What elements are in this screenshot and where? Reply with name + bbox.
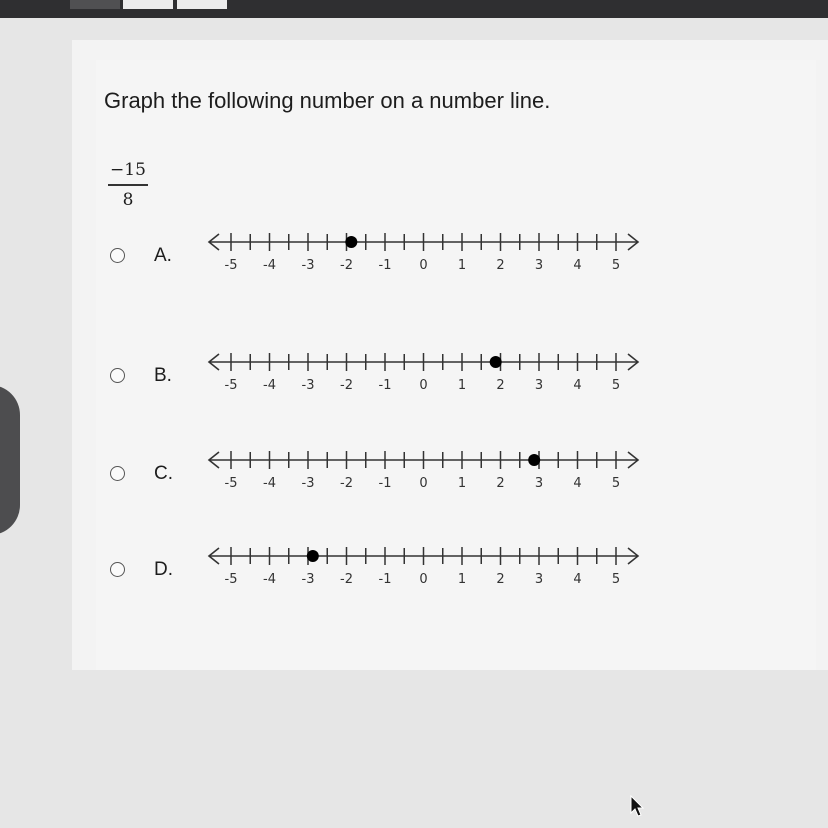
tick-label: -1 — [378, 378, 392, 393]
tick-label: 2 — [496, 378, 505, 393]
tick-label: 1 — [457, 378, 467, 393]
tick-label: -2 — [340, 572, 353, 587]
tick-label: 3 — [534, 258, 544, 273]
radio-button-a[interactable] — [110, 248, 125, 263]
plotted-point — [490, 356, 502, 368]
mouse-pointer-icon — [630, 795, 646, 819]
radio-button-d[interactable] — [110, 562, 125, 577]
tick-label: -5 — [224, 476, 238, 491]
tick-label: -3 — [301, 572, 315, 587]
tick-label: -3 — [301, 476, 315, 491]
number-line-a — [204, 228, 654, 298]
tick-label: 4 — [573, 476, 582, 491]
tick-label: 0 — [419, 572, 428, 587]
radio-button-b[interactable] — [110, 368, 125, 383]
tick-label: 2 — [496, 572, 505, 587]
choice-label-d: D. — [154, 559, 173, 580]
browser-tab[interactable] — [177, 0, 227, 9]
tick-label: -1 — [378, 476, 392, 491]
tick-label: 0 — [419, 476, 428, 491]
choice-b[interactable] — [104, 365, 664, 428]
tick-label: 4 — [573, 572, 582, 587]
tick-label: -2 — [340, 476, 353, 491]
browser-top-bar — [0, 0, 828, 18]
browser-tab[interactable] — [123, 0, 173, 9]
plotted-point — [528, 454, 540, 466]
plotted-point — [307, 550, 319, 562]
tick-label: -3 — [301, 378, 315, 393]
number-line-b — [204, 348, 654, 418]
tick-label: 5 — [611, 476, 621, 491]
tick-label: 2 — [496, 476, 505, 491]
fraction-numerator: −15 — [110, 160, 146, 180]
tick-label: -4 — [263, 476, 276, 491]
fraction-denominator: 8 — [122, 189, 134, 210]
tick-label: -1 — [378, 572, 392, 587]
choice-label-a: A. — [154, 245, 172, 266]
tick-label: -5 — [224, 572, 238, 587]
number-line-c — [204, 446, 654, 516]
radio-button-c[interactable] — [110, 466, 125, 481]
tick-label: -4 — [263, 378, 276, 393]
fraction-bar — [108, 184, 148, 186]
tick-label: 0 — [419, 258, 428, 273]
tick-label: -3 — [301, 258, 315, 273]
plotted-point — [345, 236, 357, 248]
tick-label: 0 — [419, 378, 428, 393]
fraction-value — [108, 160, 148, 210]
tick-label: 3 — [534, 572, 544, 587]
choice-label-c: C. — [154, 463, 173, 484]
choice-label-b: B. — [154, 365, 172, 386]
side-handle[interactable] — [0, 385, 20, 535]
question-prompt: Graph the following number on a number line. — [104, 88, 551, 113]
choice-d[interactable] — [104, 559, 664, 622]
tick-label: 4 — [573, 258, 582, 273]
tick-label: 5 — [611, 378, 621, 393]
choice-a[interactable] — [104, 245, 664, 308]
tick-label: -4 — [263, 258, 276, 273]
tick-label: 1 — [457, 258, 467, 273]
tick-label: 3 — [534, 476, 544, 491]
tick-label: 2 — [496, 258, 505, 273]
browser-tab[interactable] — [70, 0, 120, 9]
tick-label: -5 — [224, 258, 238, 273]
tick-label: 4 — [573, 378, 582, 393]
tick-label: 1 — [457, 476, 467, 491]
tick-label: 3 — [534, 378, 544, 393]
tick-label: -2 — [340, 258, 353, 273]
tick-label: -2 — [340, 378, 353, 393]
number-line-d — [204, 542, 654, 612]
tick-label: -5 — [224, 378, 238, 393]
tick-label: -1 — [378, 258, 392, 273]
tick-label: 5 — [611, 572, 621, 587]
choice-c[interactable] — [104, 463, 664, 526]
tick-label: 5 — [611, 258, 621, 273]
tick-label: 1 — [457, 572, 467, 587]
tick-label: -4 — [263, 572, 276, 587]
